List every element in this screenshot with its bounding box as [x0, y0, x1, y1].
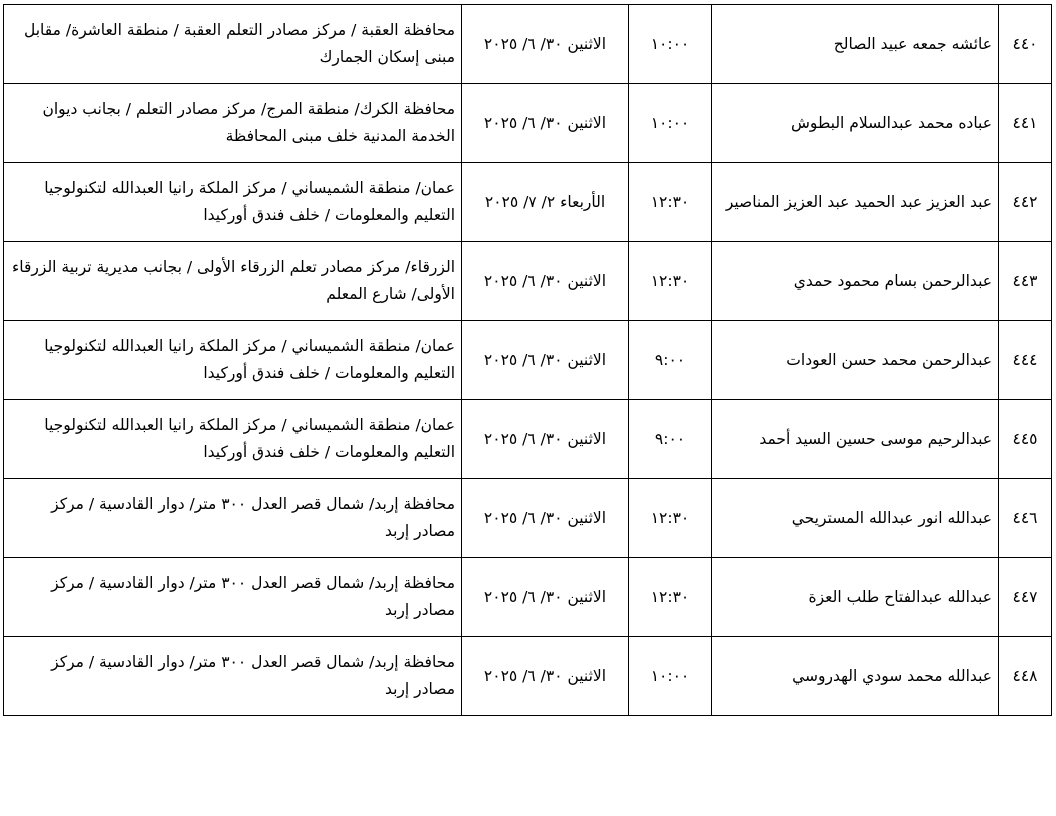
exam-time: ١٠:٠٠: [650, 34, 690, 53]
exam-time: ١٢:٣٠: [650, 508, 690, 527]
row-number-cell: [999, 479, 1052, 558]
name-cell: [712, 400, 999, 479]
location-cell: [4, 637, 462, 716]
time-cell: [629, 321, 712, 400]
table-row: [4, 5, 1052, 84]
location-cell: [4, 479, 462, 558]
name-cell: [712, 637, 999, 716]
location-cell: [4, 400, 462, 479]
person-name: عبدالرحمن بسام محمود حمدي: [793, 271, 992, 290]
row-number: ٤٤٢: [1012, 192, 1038, 211]
exam-time: ١٠:٠٠: [650, 113, 690, 132]
date-cell: [462, 163, 629, 242]
exam-location: عمان/ منطقة الشميساني / مركز الملكة رانيا العبدالله لتكنولوجيا التعليم والمعلومات / خلف فندق أوركيدا: [44, 337, 455, 382]
date-cell: [462, 400, 629, 479]
time-cell: [629, 163, 712, 242]
location-cell: [4, 558, 462, 637]
date-cell: [462, 479, 629, 558]
table-row: [4, 400, 1052, 479]
exam-location: محافظة إربد/ شمال قصر العدل ٣٠٠ متر/ دوار القادسية / مركز مصادر إربد: [51, 574, 455, 619]
name-cell: [712, 163, 999, 242]
row-number: ٤٤٨: [1012, 666, 1038, 685]
name-cell: [712, 242, 999, 321]
person-name: عبدالرحمن محمد حسن العودات: [786, 350, 992, 369]
time-cell: [629, 84, 712, 163]
row-number-cell: [999, 163, 1052, 242]
row-number: ٤٤١: [1012, 113, 1038, 132]
name-cell: [712, 84, 999, 163]
row-number-cell: [999, 321, 1052, 400]
person-name: عباده محمد عبدالسلام البطوش: [791, 113, 992, 132]
date-cell: [462, 637, 629, 716]
table-body: [4, 5, 1052, 716]
row-number: ٤٤٦: [1012, 508, 1038, 527]
location-cell: [4, 321, 462, 400]
exam-location: محافظة إربد/ شمال قصر العدل ٣٠٠ متر/ دوار القادسية / مركز مصادر إربد: [51, 653, 455, 698]
name-cell: [712, 558, 999, 637]
date-cell: [462, 242, 629, 321]
exam-time: ٩:٠٠: [654, 429, 686, 448]
location-cell: [4, 84, 462, 163]
appointments-table: [3, 4, 1052, 716]
exam-location: عمان/ منطقة الشميساني / مركز الملكة رانيا العبدالله لتكنولوجيا التعليم والمعلومات / خلف فندق أوركيدا: [44, 179, 455, 224]
table-row: [4, 479, 1052, 558]
row-number-cell: [999, 242, 1052, 321]
row-number: ٤٤٤: [1012, 350, 1038, 369]
location-cell: [4, 163, 462, 242]
location-cell: [4, 242, 462, 321]
row-number: ٤٤٣: [1012, 271, 1038, 290]
location-cell: [4, 5, 462, 84]
time-cell: [629, 242, 712, 321]
exam-location: الزرقاء/ مركز مصادر تعلم الزرقاء الأولى / بجانب مديرية تربية الزرقاء الأولى/ شارع المعلم: [12, 258, 455, 303]
exam-time: ١٢:٣٠: [650, 271, 690, 290]
person-name: عائشه جمعه عبيد الصالح: [833, 34, 992, 53]
table-row: [4, 637, 1052, 716]
exam-date: الاثنين ٣٠/ ٦/ ٢٠٢٥: [483, 34, 607, 53]
exam-location: محافظة العقبة / مركز مصادر التعلم العقبة / منطقة العاشرة/ مقابل مبنى إسكان الجمارك: [24, 21, 455, 66]
row-number-cell: [999, 5, 1052, 84]
time-cell: [629, 5, 712, 84]
person-name: عبد العزيز عبد الحميد عبد العزيز المناصير: [725, 192, 992, 211]
exam-time: ١٢:٣٠: [650, 587, 690, 606]
person-name: عبدالله عبدالفتاح طلب العزة: [808, 587, 992, 606]
table-row: [4, 84, 1052, 163]
name-cell: [712, 479, 999, 558]
person-name: عبدالرحيم موسى حسين السيد أحمد: [759, 429, 992, 448]
exam-date: الاثنين ٣٠/ ٦/ ٢٠٢٥: [483, 587, 607, 606]
exam-time: ١٢:٣٠: [650, 192, 690, 211]
exam-date: الاثنين ٣٠/ ٦/ ٢٠٢٥: [483, 429, 607, 448]
date-cell: [462, 558, 629, 637]
table-row: [4, 321, 1052, 400]
time-cell: [629, 479, 712, 558]
exam-location: محافظة إربد/ شمال قصر العدل ٣٠٠ متر/ دوار القادسية / مركز مصادر إربد: [51, 495, 455, 540]
exam-location: محافظة الكرك/ منطقة المرج/ مركز مصادر التعلم / بجانب ديوان الخدمة المدنية خلف مبنى المحافظة: [42, 100, 455, 145]
exam-date: الاثنين ٣٠/ ٦/ ٢٠٢٥: [483, 666, 607, 685]
exam-location: عمان/ منطقة الشميساني / مركز الملكة رانيا العبدالله لتكنولوجيا التعليم والمعلومات / خلف فندق أوركيدا: [44, 416, 455, 461]
row-number-cell: [999, 558, 1052, 637]
date-cell: [462, 5, 629, 84]
table-row: [4, 163, 1052, 242]
person-name: عبدالله محمد سودي الهدروسي: [792, 666, 992, 685]
name-cell: [712, 321, 999, 400]
time-cell: [629, 400, 712, 479]
person-name: عبدالله انور عبدالله المستريحي: [791, 508, 992, 527]
time-cell: [629, 637, 712, 716]
name-cell: [712, 5, 999, 84]
row-number: ٤٤٥: [1012, 429, 1038, 448]
exam-date: الاثنين ٣٠/ ٦/ ٢٠٢٥: [483, 271, 607, 290]
row-number-cell: [999, 400, 1052, 479]
row-number: ٤٤٧: [1012, 587, 1038, 606]
time-cell: [629, 558, 712, 637]
exam-time: ١٠:٠٠: [650, 666, 690, 685]
row-number-cell: [999, 637, 1052, 716]
exam-date: الاثنين ٣٠/ ٦/ ٢٠٢٥: [483, 113, 607, 132]
exam-date: الاثنين ٣٠/ ٦/ ٢٠٢٥: [483, 350, 607, 369]
table-row: [4, 242, 1052, 321]
exam-date: الأربعاء ٢/ ٧/ ٢٠٢٥: [484, 192, 606, 211]
exam-date: الاثنين ٣٠/ ٦/ ٢٠٢٥: [483, 508, 607, 527]
date-cell: [462, 84, 629, 163]
table-row: [4, 558, 1052, 637]
exam-time: ٩:٠٠: [654, 350, 686, 369]
row-number-cell: [999, 84, 1052, 163]
date-cell: [462, 321, 629, 400]
row-number: ٤٤٠: [1012, 34, 1038, 53]
